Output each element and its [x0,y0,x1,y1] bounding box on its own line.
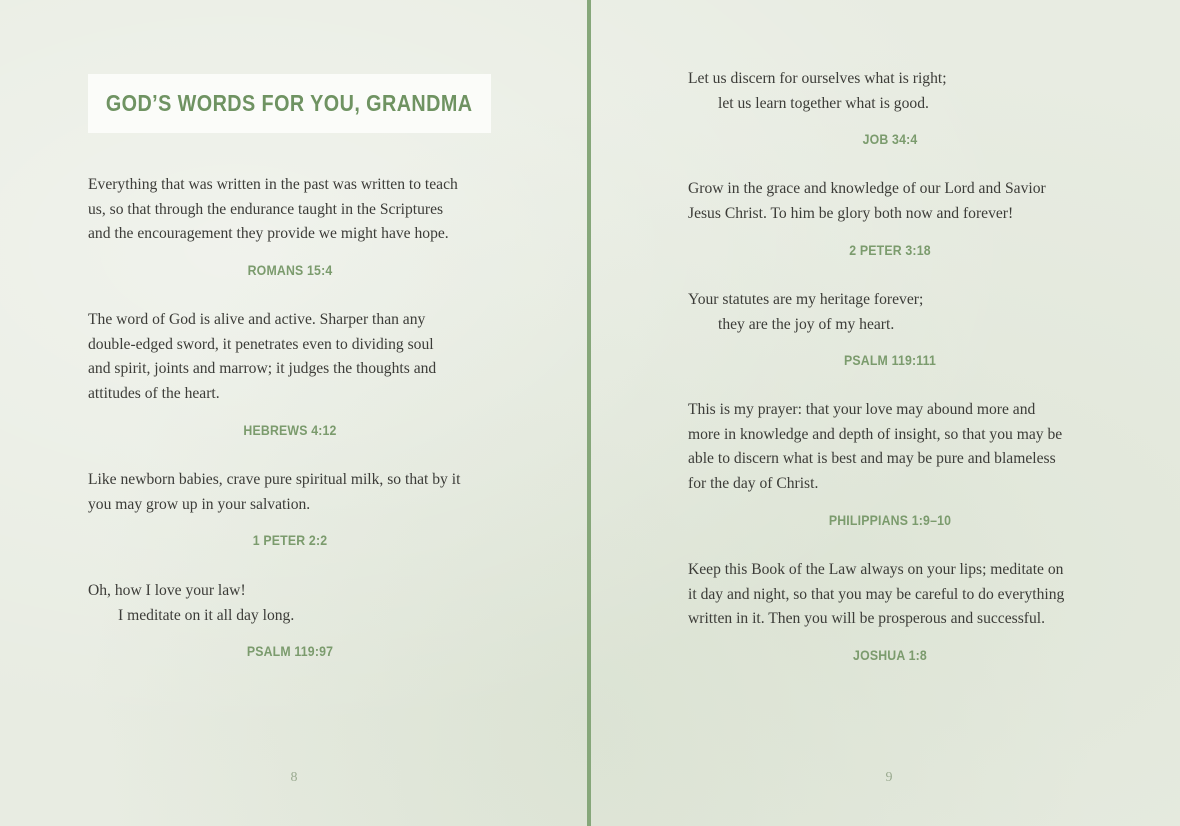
right-page [592,0,1180,826]
verse-line: Your statutes are my heritage forever; [688,291,924,308]
verse-reference: HEBREWS 4:12 [243,422,337,438]
verse-reference: PHILIPPIANS 1:9–10 [828,512,952,528]
verse-romans [88,173,498,247]
verse-line: you may grow up in your salvation. [88,495,311,513]
page-number: 8 [290,770,298,785]
verse-line: Oh, how I love your law! [88,582,246,599]
verse-line: for the day of Christ. [688,475,819,493]
verse-psalm-111 [688,288,1098,337]
page-divider [587,0,591,826]
verse-line: This is my prayer: that your love may abound more and [688,401,1036,418]
verse-line: Keep this Book of the Law always on your lips; meditate on [688,561,1064,578]
verse-line: double-edged sword, it penetrates even to dividing soul [88,335,434,353]
verse-hebrews [88,308,498,407]
verse-line: us, so that through the endurance taught in the Scriptures [88,200,444,218]
verse-joshua [688,558,1098,632]
verse-line: able to discern what is best and may be pure and blameless [688,450,1056,468]
verse-line: and spirit, joints and marrow; it judges the thoughts and [88,360,437,378]
page-number: 9 [885,770,893,785]
verse-philippians [688,398,1098,497]
verse-line: Jesus Christ. To him be glory both now and forever! [688,204,1014,222]
verse-line: more in knowledge and depth of insight, so that you may be [688,425,1063,443]
verse-reference: ROMANS 15:4 [247,262,333,278]
verse-reference: JOSHUA 1:8 [853,647,927,663]
title-banner [88,74,491,133]
verse-line: I meditate on it all day long. [118,606,295,624]
left-page [0,0,588,826]
verse-reference: 2 PETER 3:18 [849,242,931,258]
verse-reference: 1 PETER 2:2 [252,532,328,548]
verse-line: it day and night, so that you may be careful to do everything [688,585,1065,603]
verse-line: and the encouragement they provide we might have hope. [88,225,449,243]
verse-reference: PSALM 119:97 [246,643,334,659]
verse-line: written in it. Then you will be prosperous and successful. [688,610,1046,628]
verse-job [688,67,1098,116]
verse-psalm-97 [88,579,498,628]
page-title: GOD’S WORDS FOR YOU, GRANDMA [106,90,473,116]
verse-line: Grow in the grace and knowledge of our Lord and Savior [688,180,1046,197]
verse-line: Like newborn babies, crave pure spiritual milk, so that by it [88,471,461,488]
verse-line: let us learn together what is good. [718,94,929,112]
verse-line: attitudes of the heart. [88,385,220,403]
verse-1-peter [88,468,498,517]
verse-line: Everything that was written in the past was written to teach [88,176,458,193]
verse-2-peter [688,177,1098,226]
verse-line: Let us discern for ourselves what is right; [688,70,947,87]
verse-reference: JOB 34:4 [862,131,918,147]
verse-line: The word of God is alive and active. Sharper than any [88,311,426,328]
verse-line: they are the joy of my heart. [718,315,895,333]
verse-reference: PSALM 119:111 [843,352,937,368]
